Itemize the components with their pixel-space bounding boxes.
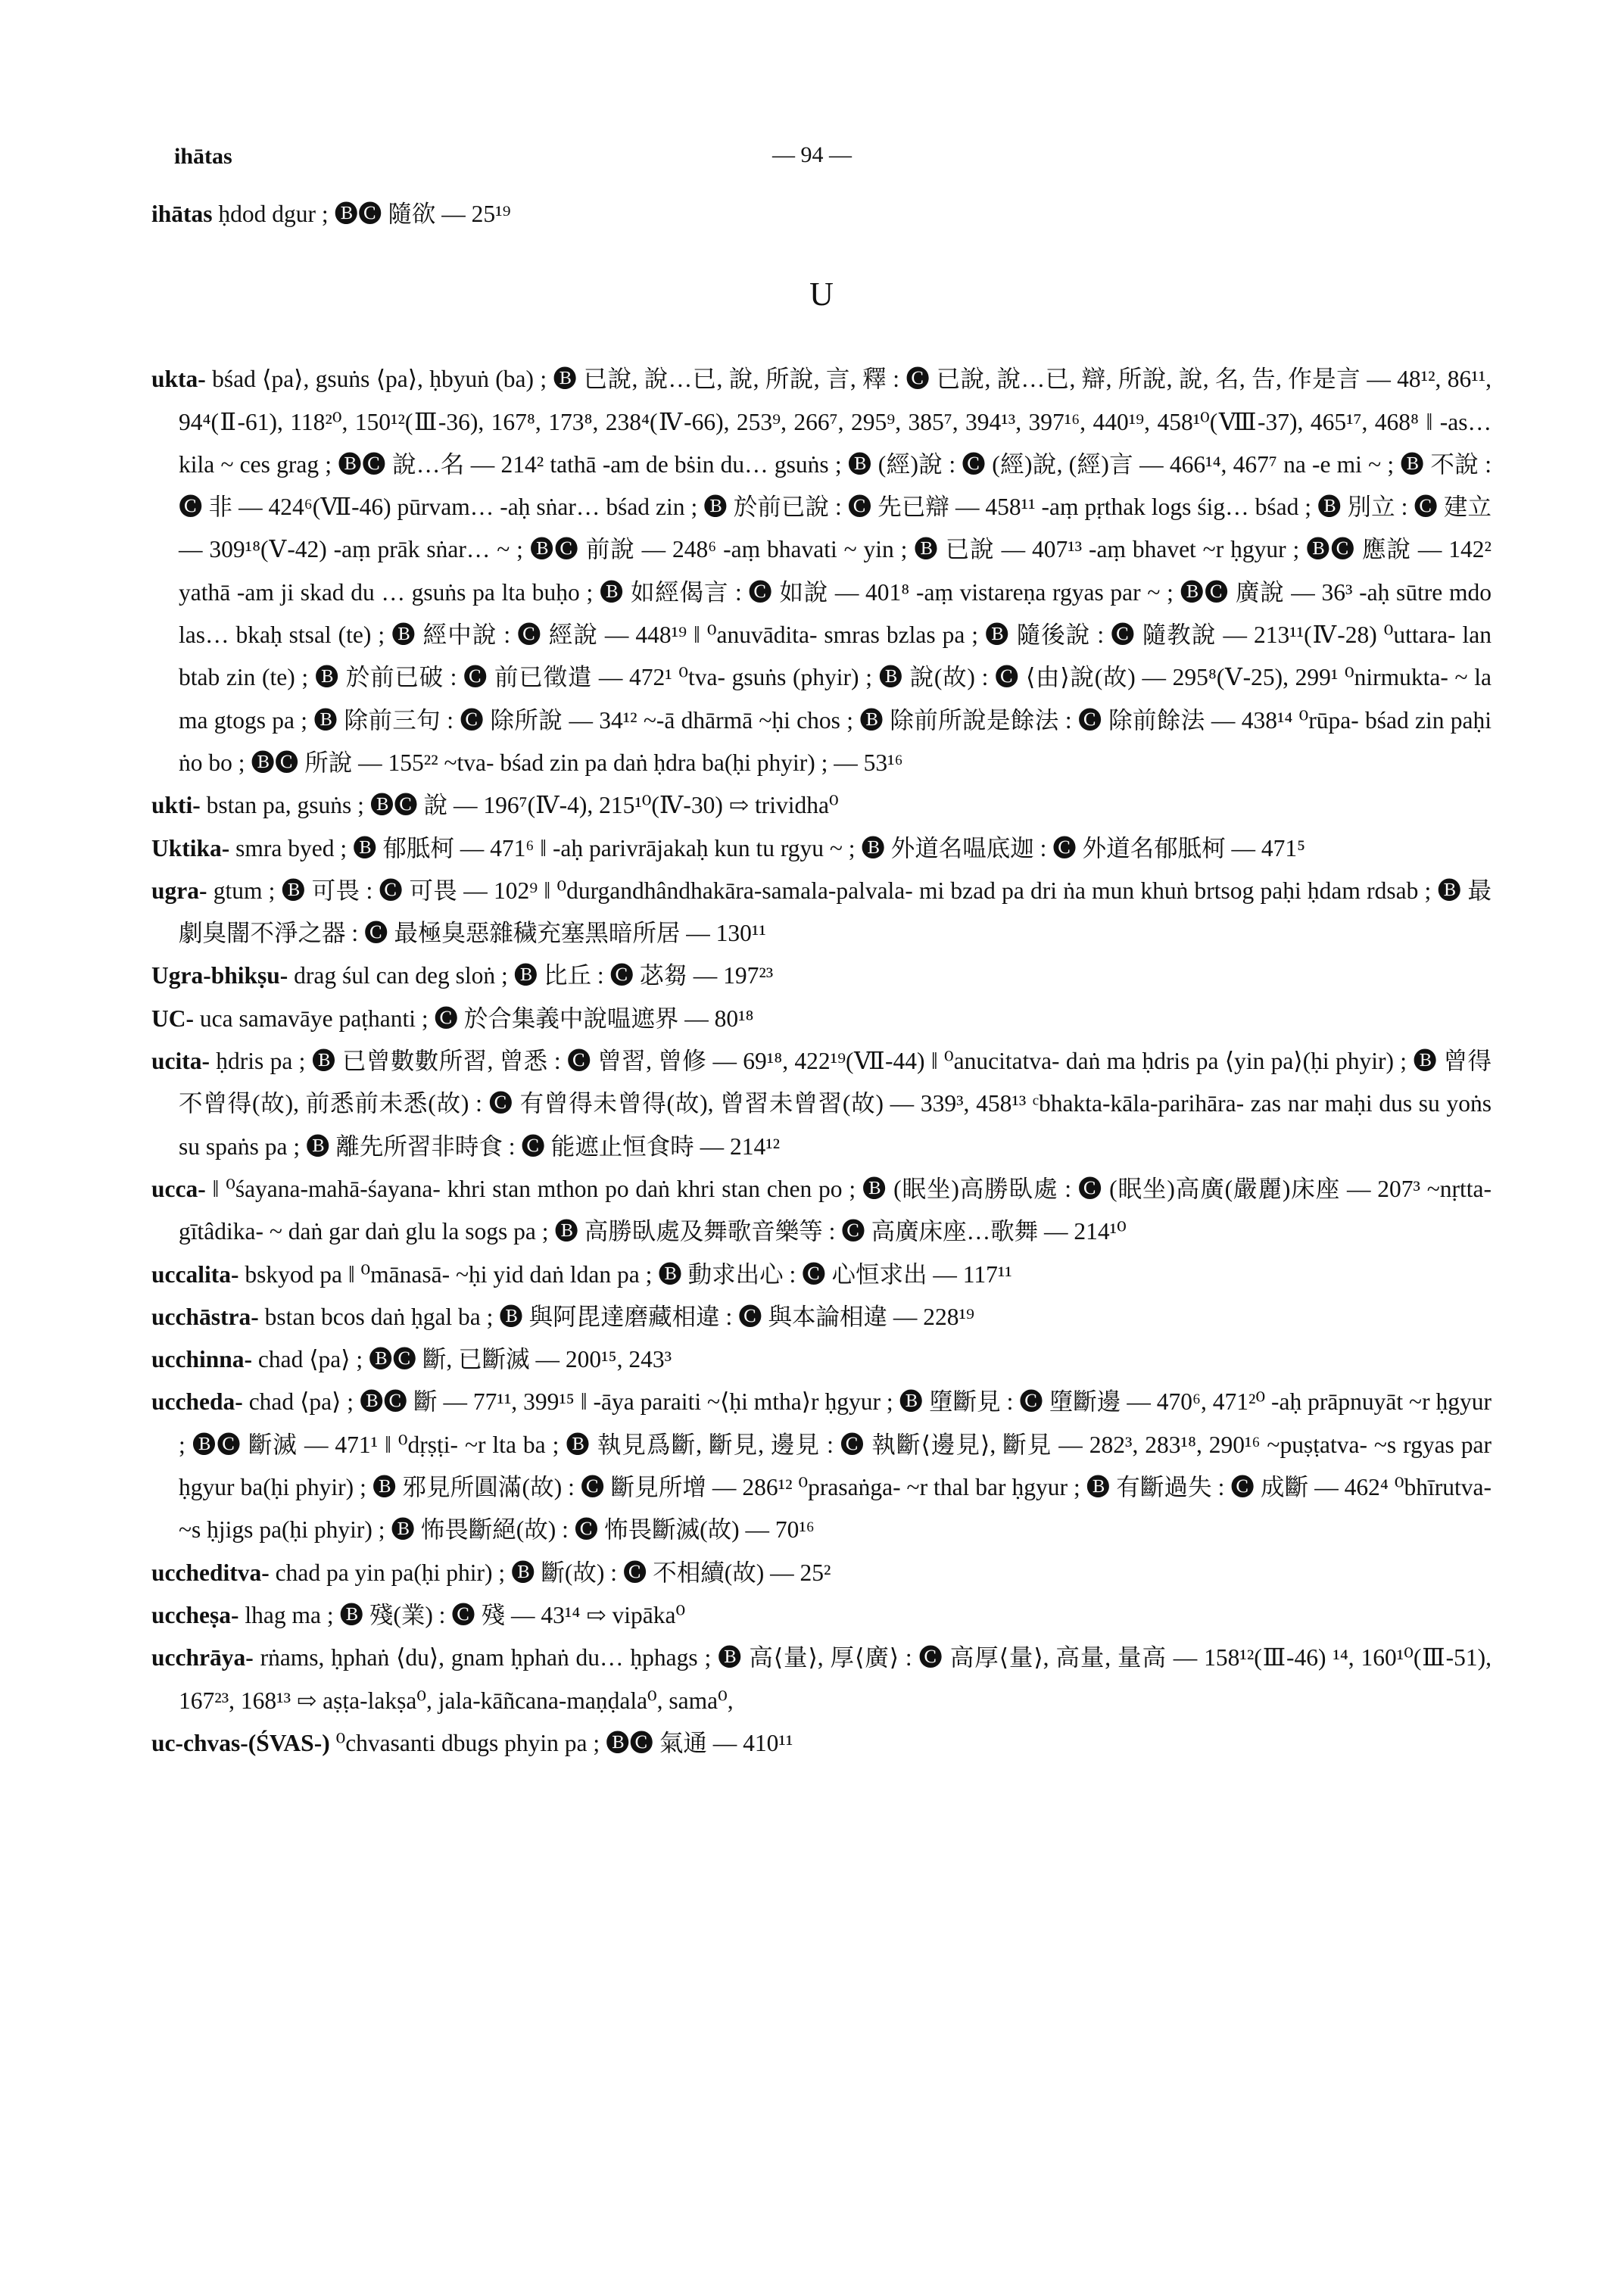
headword: ucca- (151, 1175, 206, 1202)
entry-uccalita (151, 1254, 1492, 1296)
entry-body: bskyod pa ‖ ⁰mānasā- ~ḥi yid daṅ ldan pa ; 🅑 動求出心 : 🅒 心恒求出 — 117¹¹ (245, 1260, 1012, 1288)
entry-body: drag śul can deg sloṅ ; 🅑 比丘 : 🅒 苾芻 — 197²³ (294, 962, 774, 989)
headword: uccheditva- (151, 1559, 270, 1586)
entry-ucca (151, 1168, 1492, 1254)
running-head: ihātas (174, 144, 232, 169)
entry-body: smra byed ; 🅑 郁胝柯 — 471⁶ ‖ -aḥ parivrājakaḥ kun tu rgyu ~ ; 🅑 外道名嗢底迦 : 🅒 外道名郁胝柯 — 471⁵ (235, 834, 1306, 861)
entry-uccheda (151, 1381, 1492, 1551)
entry-body: bstan bcos daṅ ḥgal ba ; 🅑 與阿毘達磨藏相違 : 🅒 與本論相違 — 228¹⁹ (264, 1303, 974, 1330)
headword: uc-chvas-(ŚVAS-) (151, 1729, 330, 1756)
entry-ukta (151, 358, 1492, 784)
entry-ukti (151, 784, 1492, 827)
page-number: — 94 — (772, 142, 852, 167)
entry-uccesa (151, 1594, 1492, 1637)
entry-body: bstan pa, gsuṅs ; 🅑🅒 說 — 196⁷(Ⅳ-4), 215¹⁰(Ⅳ-30) ⇨ trividha⁰ (206, 792, 839, 819)
headword: ucchrāya- (151, 1644, 254, 1671)
headword: Ugra-bhikṣu- (151, 962, 288, 989)
headword: uccheṣa- (151, 1601, 239, 1628)
entry-body: ḥdod dgur ; 🅑🅒 隨欲 — 25¹⁹ (218, 201, 511, 227)
headword: ugra- (151, 877, 207, 904)
entry-body: chad ⟨pa⟩ ; 🅑🅒 斷, 已斷滅 — 200¹⁵, 243³ (257, 1346, 672, 1373)
entry-ucita (151, 1040, 1492, 1168)
headword: UC- (151, 1005, 194, 1032)
entry-body: ḥdris pa ; 🅑 已曾數數所習, 曾悉 : 🅒 曾習, 曾修 — 69¹⁸, 422¹⁹(Ⅶ-44) ‖ ⁰anucitatva- daṅ ma ḥdris pa ⟨yin pa⟩(ḥi phyir) ; 🅑 曾得不曾得(故), 前悉前未悉(故) : 🅒 有曾得未曾得(故), 曾習未曾習(故) — 339³, 458¹³ ᶜbhakta-kāla-parihāra- zas nar maḥi dus su yoṅs su spaṅs pa ; 🅑 離先所習非時食 : 🅒 能遮止恒食時 — 214¹² (179, 1048, 1492, 1160)
entry-ugra (151, 870, 1492, 955)
headword: ucchāstra- (151, 1303, 259, 1330)
headword: uccheda- (151, 1388, 243, 1416)
entry-uc (151, 998, 1492, 1040)
entry-uc-chvas (151, 1722, 1492, 1765)
entry-body: lhag ma ; 🅑 殘(業) : 🅒 殘 — 43¹⁴ ⇨ vipāka⁰ (245, 1601, 686, 1628)
entry-ucchastra (151, 1296, 1492, 1338)
entry-ucchinna (151, 1338, 1492, 1381)
headword: ukti- (151, 792, 201, 819)
entry-body: rṅams, ḥphaṅ ⟨du⟩, gnam ḥphaṅ du… ḥphags ; 🅑 高⟨量⟩, 厚⟨廣⟩ : 🅒 高厚⟨量⟩, 高量, 量高 — 158¹²(Ⅲ-46) ¹⁴, 160¹⁰(Ⅲ-51), 167²³, 168¹³ ⇨ aṣṭa-lakṣa⁰, jala-kāñcana-maṇḍala⁰, sama⁰, (179, 1644, 1492, 1714)
entry-uccheditva (151, 1552, 1492, 1594)
entry-body: uca samavāye paṭhanti ; 🅒 於合集義中說嗢遮界 — 80¹⁸ (199, 1005, 754, 1032)
entry-body: chad pa yin pa(ḥi phir) ; 🅑 斷(故) : 🅒 不相續(故) — 25² (275, 1559, 831, 1586)
headword: ukta- (151, 366, 206, 393)
entry-body: bśad ⟨pa⟩, gsuṅs ⟨pa⟩, ḥbyuṅ (ba) ; 🅑 已說, 說…已, 說, 所說, 言, 釋 : 🅒 已說, 說…已, 辯, 所說, 說, 名, 告, 作是言 — 48¹², 86¹¹, 94⁴(Ⅱ-61), 118²⁰, 150¹²(Ⅲ-36), 167⁸, 173⁸, 238⁴(Ⅳ-66), 253⁹, 266⁷, 295⁹, 385⁷, 394¹³, 397¹⁶, 440¹⁹, 458¹⁰(Ⅷ-37), 465¹⁷, 468⁸ ‖ -as… kila ~ ces grag ; 🅑🅒 說…名 — 214² tathā -am de bṡin du… gsuṅs ; 🅑 (經)說 : 🅒 (經)說, (經)言 — 466¹⁴, 467⁷ na -e mi ~ ; 🅑 不說 : 🅒 非 — 424⁶(Ⅶ-46) pūrvam… -aḥ sṅar… bśad zin ; 🅑 於前已說 : 🅒 先已辯 — 458¹¹ -aṃ pṛthak logs śig… bśad ; 🅑 別立 : 🅒 建立 — 309¹⁸(Ⅴ-42) -aṃ prāk sṅar… ~ ; 🅑🅒 前說 — 248⁶ -aṃ bhavati ~ yin ; 🅑 已說 — 407¹³ -aṃ bhavet ~r ḥgyur ; 🅑🅒 應說 — 142² yathā -am ji skad du … gsuṅs pa lta buḥo ; 🅑 如經偈言 : 🅒 如說 — 401⁸ -aṃ vistareṇa rgyas par ~ ; 🅑🅒 廣說 — 36³ -aḥ sūtre mdo las… bkaḥ stsal (te) ; 🅑 經中說 : 🅒 經說 — 448¹⁹ ‖ ⁰anuvādita- smras bzlas pa ; 🅑 隨後說 : 🅒 隨教說 — 213¹¹(Ⅳ-28) ⁰uttara- lan btab zin (te) ; 🅑 於前已破 : 🅒 前已徵遣 — 472¹ ⁰tva- gsuṅs (phyir) ; 🅑 說(故) : 🅒 ⟨由⟩說(故) — 295⁸(Ⅴ-25), 299¹ ⁰nirmukta- ~ la ma gtogs pa ; 🅑 除前三句 : 🅒 除所說 — 34¹² ~-ā dhārmā ~ḥi chos ; 🅑 除前所說是餘法 : 🅒 除前餘法 — 438¹⁴ ⁰rūpa- bśad zin paḥi ṅo bo ; 🅑🅒 所說 — 155²² ~tva- bśad zin pa daṅ ḥdra ba(ḥi phyir) ; — 53¹⁶ (179, 366, 1492, 776)
headword: ihātas (151, 201, 213, 227)
headword: Uktika- (151, 834, 230, 861)
headword: ucchinna- (151, 1346, 253, 1373)
section-letter: U (809, 276, 834, 313)
entry-ucchraya (151, 1637, 1492, 1722)
entry-body: ⁰chvasanti dbugs phyin pa ; 🅑🅒 氣通 — 410¹¹ (335, 1729, 793, 1756)
headword: uccalita- (151, 1260, 239, 1288)
headword: ucita- (151, 1048, 210, 1075)
entry-body: chad ⟨pa⟩ ; 🅑🅒 斷 — 77¹¹, 399¹⁵ ‖ -āya paraiti ~⟨ḥi mtha⟩r ḥgyur ; 🅑 墮斷見 : 🅒 墮斷邊 — 470⁶, 471²⁰ -aḥ prāpnuyāt ~r ḥgyur ; 🅑🅒 斷滅 — 471¹ ‖ ⁰dṛṣṭi- ~r lta ba ; 🅑 執見爲斷, 斷見, 邊見 : 🅒 執斷⟨邊見⟩, 斷見 — 282³, 283¹⁸, 290¹⁶ ~puṣṭatva- ~s rgyas par ḥgyur ba(ḥi phyir) ; 🅑 邪見所圓滿(故) : 🅒 斷見所增 — 286¹² ⁰prasaṅga- ~r thal bar ḥgyur ; 🅑 有斷過失 : 🅒 成斷 — 462⁴ ⁰bhīrutva- ~s ḥjigs pa(ḥi phyir) ; 🅑 怖畏斷絕(故) : 🅒 怖畏斷滅(故) — 70¹⁶ (179, 1388, 1492, 1544)
entries-column (151, 193, 1492, 1765)
entry-body: ‖ ⁰śayana-mahā-śayana- khri stan mthon po daṅ khri stan chen po ; 🅑 (眠坐)高勝臥處 : 🅒 (眠坐)高廣(嚴麗)床座 — 207³ ~nṛtta-gītâdika- ~ daṅ gar daṅ glu la sogs pa ; 🅑 高勝臥處及舞歌音樂等 : 🅒 高廣床座…歌舞 — 214¹⁰ (179, 1175, 1492, 1245)
entry-uktika (151, 827, 1492, 870)
entry-ihatas (151, 193, 1492, 235)
entry-ugra-bhiksu (151, 955, 1492, 997)
entry-body: gtum ; 🅑 可畏 : 🅒 可畏 — 102⁹ ‖ ⁰durgandhândhakāra-samala-palvala- mi bzad pa dri ṅa mun khuṅ brtsog paḥi ḥdam rdsab ; 🅑 最劇臭闇不淨之器 : 🅒 最極臭惡雜穢充塞黑暗所居 — 130¹¹ (179, 877, 1492, 947)
